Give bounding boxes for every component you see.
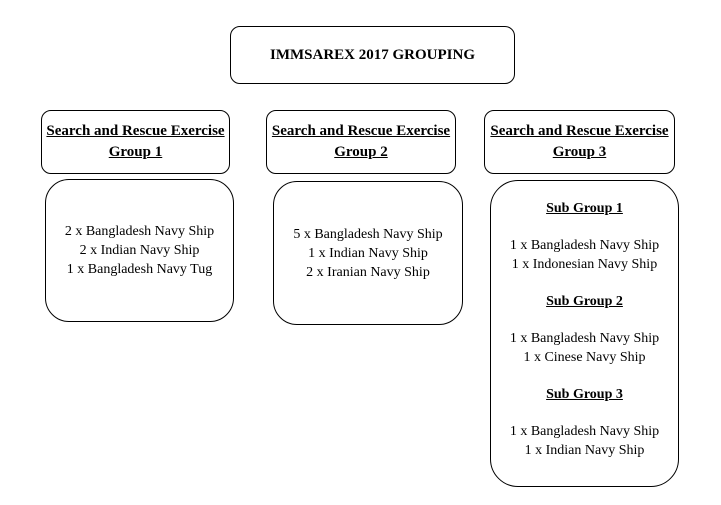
subgroup-2-line: 1 x Cinese Navy Ship (523, 350, 646, 365)
group-2-body (273, 181, 463, 325)
group-1-body (45, 179, 234, 322)
subgroup-2 (510, 292, 659, 367)
subgroup-3-line: 1 x Indian Navy Ship (524, 443, 645, 458)
group-3-header-line-2: Group 3 (552, 144, 607, 160)
group-3-header-line-1: Search and Rescue Exercise (490, 123, 669, 139)
subgroup-3-line: 1 x Bangladesh Navy Ship (509, 424, 660, 439)
subgroup-1 (510, 199, 659, 274)
group-1-line: 2 x Bangladesh Navy Ship (64, 224, 215, 239)
group-3-header (484, 110, 675, 174)
group-1-header (41, 110, 230, 174)
group-1-line: 2 x Indian Navy Ship (79, 243, 200, 258)
group-1-header-line-1: Search and Rescue Exercise (46, 123, 225, 139)
subgroup-3-heading: Sub Group 3 (546, 387, 623, 402)
subgroup-1-line: 1 x Indonesian Navy Ship (511, 257, 658, 272)
group-2-line: 5 x Bangladesh Navy Ship (293, 226, 443, 242)
subgroup-2-heading: Sub Group 2 (546, 294, 623, 309)
title-box (230, 26, 515, 84)
subgroup-1-heading: Sub Group 1 (546, 201, 623, 216)
subgroup-1-line: 1 x Bangladesh Navy Ship (509, 238, 660, 253)
group-2-line: 2 x Iranian Navy Ship (306, 264, 430, 280)
diagram-title: IMMSAREX 2017 GROUPING (270, 46, 475, 63)
group-1-header-line-2: Group 1 (108, 144, 163, 160)
group-2-header-line-1: Search and Rescue Exercise (271, 123, 451, 139)
group-2-header-line-2: Group 2 (334, 144, 388, 160)
subgroup-3 (510, 385, 659, 460)
group-1-line: 1 x Bangladesh Navy Tug (66, 262, 213, 277)
group-2-line: 1 x Indian Navy Ship (308, 245, 428, 261)
subgroup-2-line: 1 x Bangladesh Navy Ship (509, 331, 660, 346)
group-3-body (490, 180, 679, 487)
group-2-header (266, 110, 456, 174)
